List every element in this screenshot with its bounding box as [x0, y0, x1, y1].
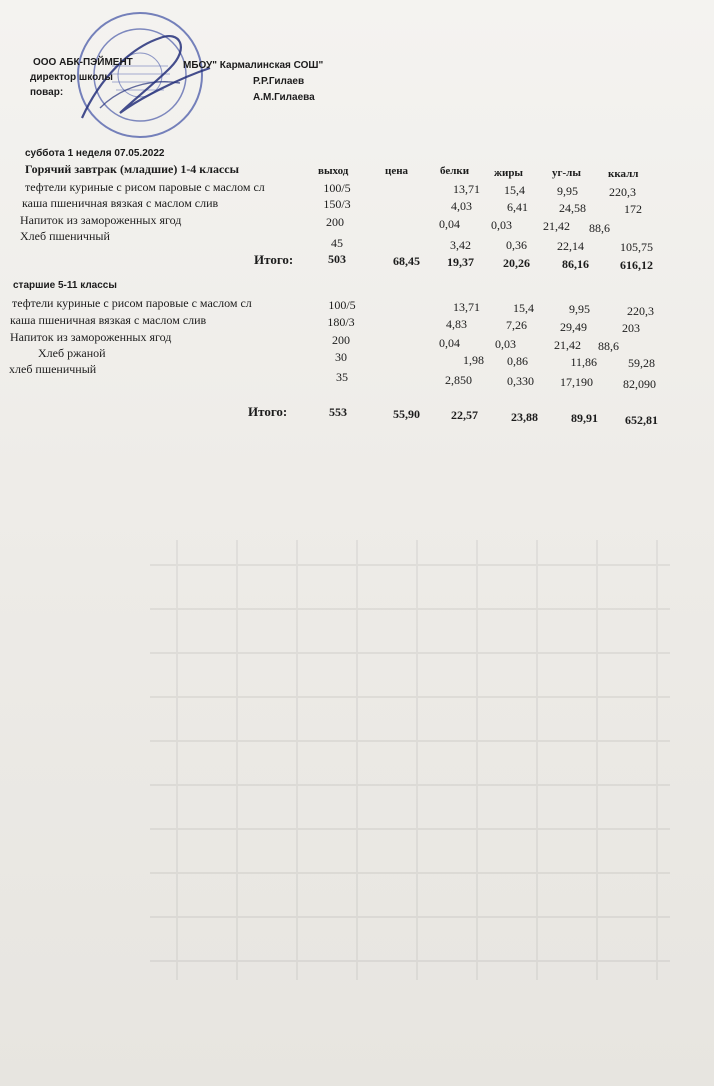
junior-row-1-kcal: 220,3 — [609, 185, 636, 199]
junior-total-output: 503 — [328, 252, 346, 266]
junior-row-1-name: тефтели куриные с рисом паровые с маслом сл — [25, 180, 265, 194]
show-through-texture — [150, 540, 670, 980]
junior-row-2-carbs: 24,58 — [559, 201, 586, 215]
senior-row-4-carbs: 11,86 — [570, 355, 597, 369]
senior-row-3-carbs: 21,42 — [554, 338, 581, 352]
junior-row-2-fat: 6,41 — [507, 200, 528, 214]
junior-row-3-carbs: 21,42 — [543, 219, 570, 233]
junior-row-3-kcal: 88,6 — [589, 221, 610, 235]
date-line: суббота 1 неделя 07.05.2022 — [25, 148, 165, 159]
senior-total-output: 553 — [329, 405, 347, 419]
senior-total-label: Итого: — [248, 404, 288, 419]
junior-row-4-output: 45 — [331, 236, 343, 250]
senior-row-3-output: 200 — [332, 333, 350, 347]
senior-row-1-fat: 15,4 — [513, 301, 534, 315]
junior-row-4-name: Хлеб пшеничный — [20, 229, 110, 243]
col-output: выход — [318, 165, 349, 177]
junior-total-carbs: 86,16 — [562, 257, 589, 271]
senior-row-3-name: Напиток из замороженных ягод — [10, 330, 172, 344]
senior-total-carbs: 89,91 — [571, 411, 598, 425]
senior-row-2-name: каша пшеничная вязкая с маслом слив — [10, 313, 207, 327]
director-label: директор школы — [30, 72, 113, 83]
director-name: Р.Р.Гилаев — [253, 76, 305, 87]
senior-row-5-kcal: 82,090 — [623, 377, 656, 391]
senior-row-2-protein: 4,83 — [446, 317, 467, 331]
junior-row-2-protein: 4,03 — [451, 199, 472, 213]
senior-row-5-name: хлеб пшеничный — [9, 362, 97, 376]
senior-row-4-output: 30 — [335, 350, 347, 364]
senior-row-2-carbs: 29,49 — [560, 320, 587, 334]
col-carbs: уг-лы — [552, 167, 581, 179]
senior-total-price: 55,90 — [393, 407, 420, 421]
org-name: ООО АБК-ПЭЙМЕНТ — [33, 57, 133, 68]
senior-row-1-carbs: 9,95 — [569, 302, 590, 316]
senior-row-1-name: тефтели куриные с рисом паровые с маслом сл — [12, 296, 252, 310]
cook-name: А.М.Гилаева — [253, 92, 315, 103]
junior-row-2-output: 150/3 — [323, 197, 351, 211]
senior-row-4-protein: 1,98 — [463, 353, 484, 367]
junior-row-4-fat: 0,36 — [506, 238, 527, 252]
senior-title: старшие 5-11 классы — [13, 280, 117, 291]
junior-total-fat: 20,26 — [503, 256, 530, 270]
senior-row-3-kcal: 88,6 — [598, 339, 619, 353]
senior-row-1-kcal: 220,3 — [627, 304, 654, 318]
senior-row-2-output: 180/3 — [327, 315, 355, 329]
junior-row-3-output: 200 — [326, 215, 344, 229]
school-name: МБОУ" Кармалинская СОШ" — [183, 60, 324, 71]
junior-total-price: 68,45 — [393, 254, 420, 268]
col-fat: жиры — [494, 167, 524, 179]
senior-row-4-name: Хлеб ржаной — [38, 346, 106, 360]
junior-row-4-protein: 3,42 — [450, 238, 471, 252]
senior-row-1-protein: 13,71 — [453, 300, 480, 314]
junior-row-1-carbs: 9,95 — [557, 184, 578, 198]
junior-title: Горячий завтрак (младшие) 1-4 классы — [25, 162, 239, 176]
senior-row-5-fat: 0,330 — [507, 374, 534, 388]
senior-row-5-output: 35 — [336, 370, 348, 384]
junior-row-3-name: Напиток из замороженных ягод — [20, 213, 182, 227]
junior-row-1-output: 100/5 — [323, 181, 351, 195]
senior-row-4-kcal: 59,28 — [628, 356, 655, 370]
senior-total-fat: 23,88 — [511, 410, 538, 424]
senior-row-2-kcal: 203 — [622, 321, 640, 335]
senior-row-5-protein: 2,850 — [445, 373, 472, 387]
senior-row-5-carbs: 17,190 — [560, 375, 593, 389]
junior-row-3-protein: 0,04 — [439, 217, 460, 231]
senior-total-protein: 22,57 — [451, 408, 478, 422]
junior-row-1-fat: 15,4 — [504, 183, 525, 197]
senior-row-2-fat: 7,26 — [506, 318, 527, 332]
col-protein: белки — [440, 165, 470, 177]
col-price: цена — [385, 165, 409, 177]
junior-total-protein: 19,37 — [447, 255, 474, 269]
col-kcal: ккалл — [608, 168, 639, 180]
junior-row-2-kcal: 172 — [624, 202, 642, 216]
senior-row-3-protein: 0,04 — [439, 336, 460, 350]
junior-row-4-carbs: 22,14 — [557, 239, 584, 253]
senior-row-4-fat: 0,86 — [507, 354, 528, 368]
cook-label: повар: — [30, 87, 64, 98]
junior-row-1-protein: 13,71 — [453, 182, 480, 196]
junior-row-4-kcal: 105,75 — [620, 240, 653, 254]
junior-total-label: Итого: — [254, 252, 294, 267]
senior-row-1-output: 100/5 — [328, 298, 356, 312]
junior-row-3-fat: 0,03 — [491, 218, 512, 232]
junior-total-kcal: 616,12 — [620, 258, 653, 272]
senior-total-kcal: 652,81 — [625, 413, 658, 427]
junior-row-2-name: каша пшеничная вязкая с маслом слив — [22, 196, 219, 210]
senior-row-3-fat: 0,03 — [495, 337, 516, 351]
